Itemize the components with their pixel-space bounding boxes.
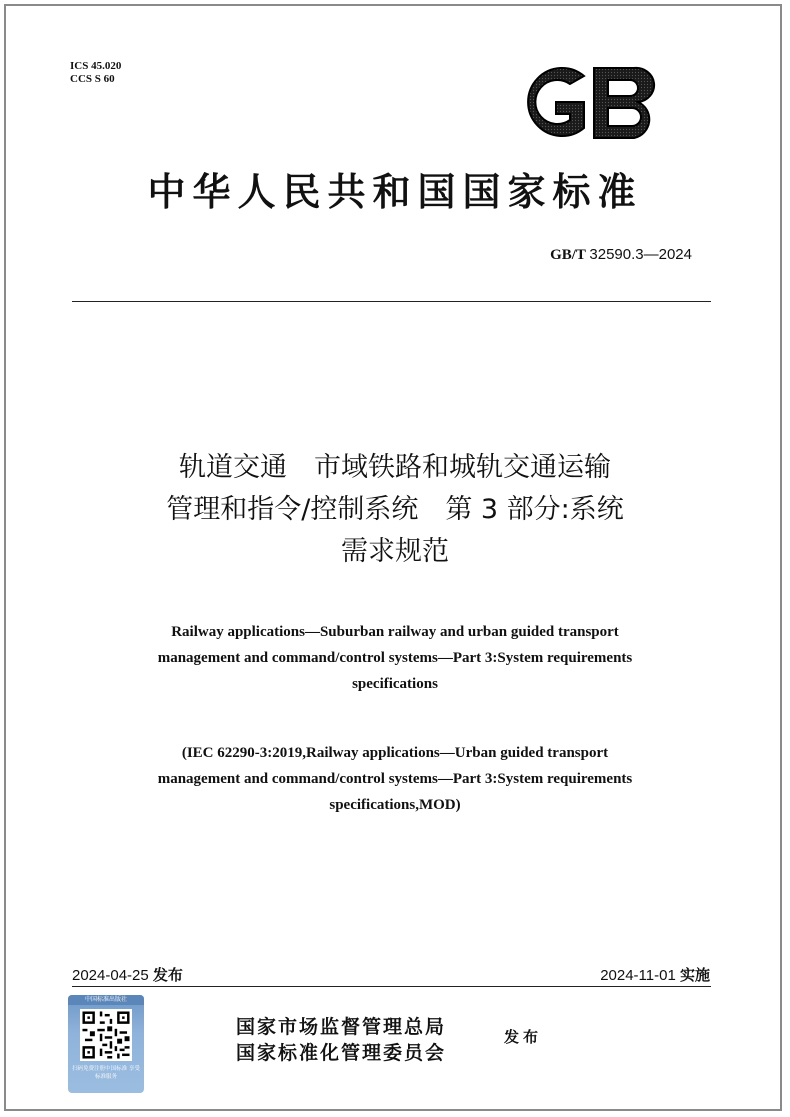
- chinese-title-line: 管理和指令/控制系统 第 3 部分:系统: [166, 494, 624, 525]
- qr-badge-caption: 扫码免费注册中国标准 享受标准服务: [72, 1066, 140, 1080]
- issuer: 国家标准化管理委员会: [236, 1042, 447, 1064]
- english-title-line: Railway applications—Suburban railway and urban guided transport: [171, 624, 619, 640]
- gb-logo-g: [528, 68, 584, 136]
- gb-logo: [514, 62, 664, 144]
- iec-reference: [0, 740, 790, 818]
- top-divider: [72, 301, 711, 302]
- gb-logo-b: [594, 68, 654, 138]
- iec-reference-line: (IEC 62290-3:2019,Railway applications—Urban guided transport: [181, 745, 609, 761]
- issue-date: [72, 964, 183, 985]
- english-title-line: management and command/control systems—Part 3:System requirements: [157, 650, 633, 666]
- effective-date-label: 实施: [679, 966, 710, 984]
- iec-reference-line: management and command/control systems—Part 3:System requirements: [157, 771, 633, 787]
- standard-number-value: 32590.3—2024: [589, 246, 692, 263]
- issue-date-value: 2024-04-25: [72, 967, 149, 984]
- issuer: 国家市场监督管理总局: [236, 1016, 447, 1038]
- bottom-divider: [72, 986, 711, 987]
- ics-code: ICS 45.020: [70, 60, 122, 72]
- effective-date: [600, 964, 710, 985]
- english-title-line: specifications: [352, 676, 438, 692]
- qr-code-icon: [80, 1009, 132, 1061]
- issue-date-label: 发布: [152, 966, 183, 984]
- chinese-title-line: 轨道交通 市域铁路和城轨交通运输: [179, 452, 611, 483]
- chinese-title-line: 需求规范: [341, 536, 449, 567]
- ccs-code: CCS S 60: [70, 73, 115, 85]
- issuing-authorities: [236, 1014, 446, 1066]
- national-standard-title: 中华人民共和国国家标准: [147, 169, 643, 214]
- qr-badge-publisher: 中国标准出版社: [68, 995, 144, 1005]
- chinese-title: [0, 447, 790, 573]
- iec-reference-line: specifications,MOD): [329, 797, 461, 813]
- qr-badge[interactable]: [68, 995, 144, 1093]
- effective-date-value: 2024-11-01: [600, 967, 676, 984]
- standard-number: [550, 246, 692, 264]
- publish-label: 发布: [504, 1028, 543, 1046]
- classification-codes: [70, 60, 121, 86]
- standard-number-prefix: GB/T: [550, 247, 586, 263]
- english-title: [0, 619, 790, 697]
